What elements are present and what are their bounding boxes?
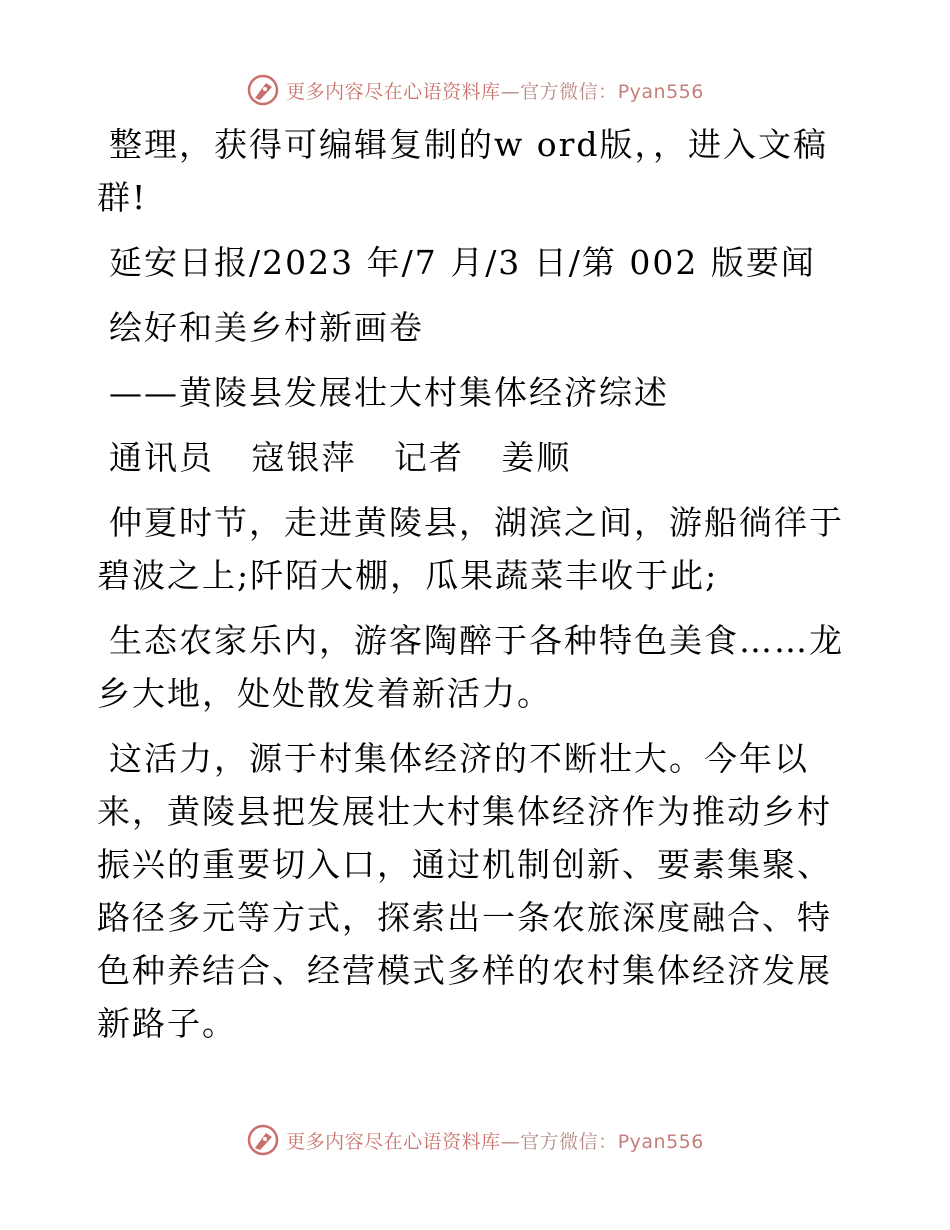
header-watermark — [0, 70, 950, 110]
watermark-text: 更多内容尽在心语资料库—官方微信：Pyan556 — [286, 1130, 704, 1153]
intro-text: 整理，获得可编辑复制的w ord版，，进入文稿群! — [97, 125, 829, 217]
article-body — [97, 118, 857, 1062]
article-subtitle: ——黄陵县发展壮大村集体经济综述 — [109, 373, 669, 412]
watermark-text: 更多内容尽在心语资料库—官方微信：Pyan556 — [286, 80, 704, 103]
source-line: 延安日报/2023 年/7 月/3 日/第 002 版要闻 — [109, 243, 816, 282]
paragraph-2: 生态农家乐内，游客陶醉于各种特色美食……龙乡大地，处处散发着新活力。 — [97, 621, 844, 713]
paragraph-1: 仲夏时节，走进黄陵县，湖滨之间，游船徜徉于碧波之上;阡陌大棚，瓜果蔬菜丰收于此; — [97, 503, 844, 595]
article-title: 绘好和美乡村新画卷 — [109, 308, 424, 347]
pen-nib-logo-icon — [246, 73, 280, 107]
pen-nib-logo-icon — [246, 1123, 280, 1157]
footer-watermark — [0, 1120, 950, 1160]
paragraph-3: 这活力，源于村集体经济的不断壮大。今年以来，黄陵县把发展壮大村集体经济作为推动乡村振兴的重要切入口，通过机制创新、要素集聚、路径多元等方式，探索出一条农旅深度融合、特色种养结合、经营模式多样的农村集体经济发展新路子。 — [97, 739, 832, 1043]
byline: 通讯员 寇银萍 记者 姜顺 — [109, 438, 572, 477]
